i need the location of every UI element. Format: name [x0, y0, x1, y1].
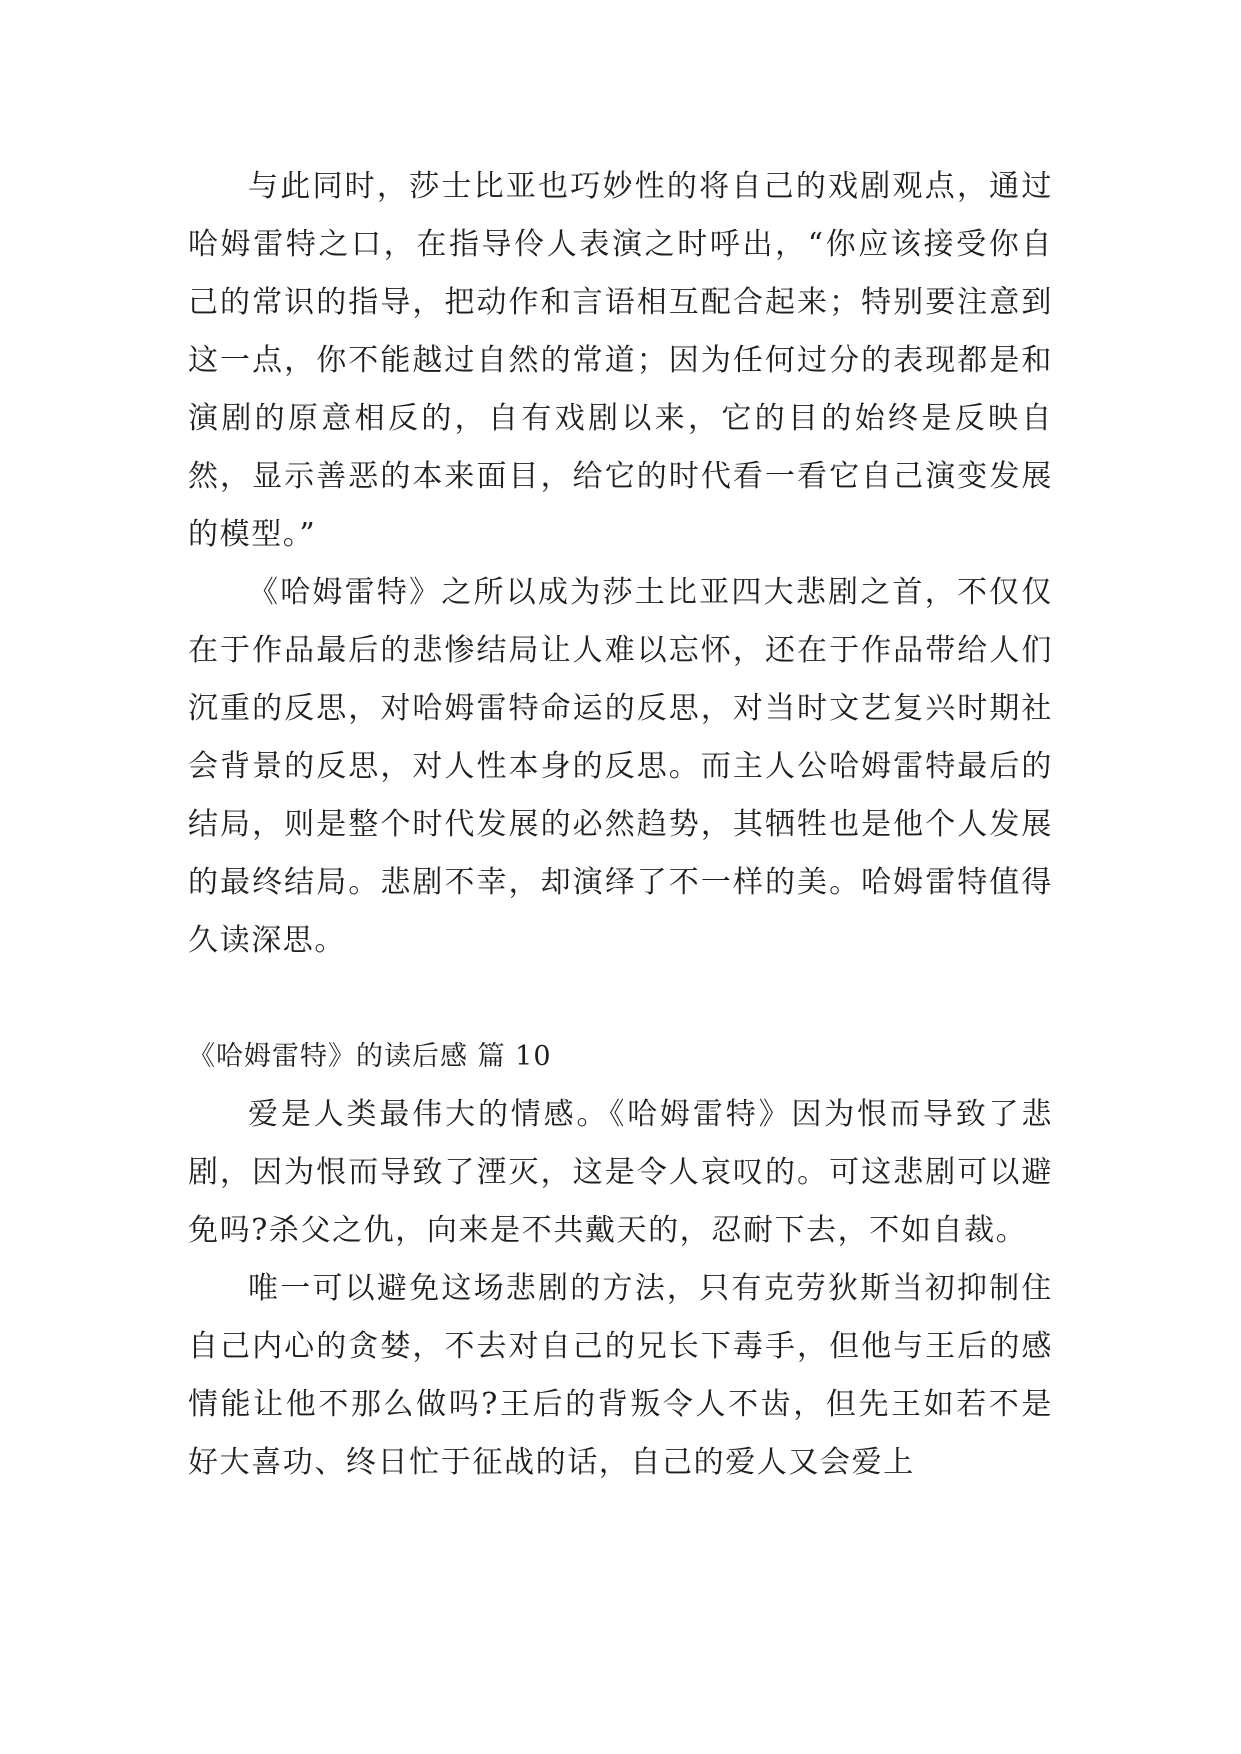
paragraph-tragedy-reflection: 《哈姆雷特》之所以成为莎土比亚四大悲剧之首，不仅仅在于作品最后的悲惨结局让人难以忘怀，还在于作品带给人们沉重的反思，对哈姆雷特命运的反思，对当时文艺复兴时期社会背景的反思，对人性本身的反思。而主人公哈姆雷特最后的结局，则是整个时代发展的必然趋势，其牺牲也是他个人发展的最终结局。悲剧不幸，却演绎了不一样的美。哈姆雷特值得久读深思。: [188, 575, 1053, 958]
section-heading: 《哈姆雷特》的读后感 篇 10: [188, 1041, 552, 1072]
paragraph-shakespeare-views: 与此同时，莎士比亚也巧妙性的将自己的戏剧观点，通过哈姆雷特之口，在指导伶人表演之时呼出，“你应该接受你自己的常识的指导，把动作和言语相互配合起来；特别要注意到这一点，你不能越过自然的常道；因为任何过分的表现都是和演剧的原意相反的，自有戏剧以来，它的目的始终是反映自然，显示善恶的本来面目，给它的时代看一看它自己演变发展的模型。”: [188, 169, 1053, 552]
paragraph-love-and-hate: 爱是人类最伟大的情感。《哈姆雷特》因为恨而导致了悲剧，因为恨而导致了湮灭，这是令人哀叹的。可这悲剧可以避免吗?杀父之仇，向来是不共戴天的，忍耐下去，不如自裁。: [188, 1097, 1053, 1248]
document-body: [188, 158, 1053, 1492]
paragraph-avoid-tragedy: 唯一可以避免这场悲剧的方法，只有克劳狄斯当初抑制住自己内心的贪婪，不去对自己的兄长下毒手，但他与王后的感情能让他不那么做吗?王后的背叛令人不齿，但先王如若不是好大喜功、终日忙于征战的话，自己的爱人又会爱上: [188, 1271, 1053, 1480]
